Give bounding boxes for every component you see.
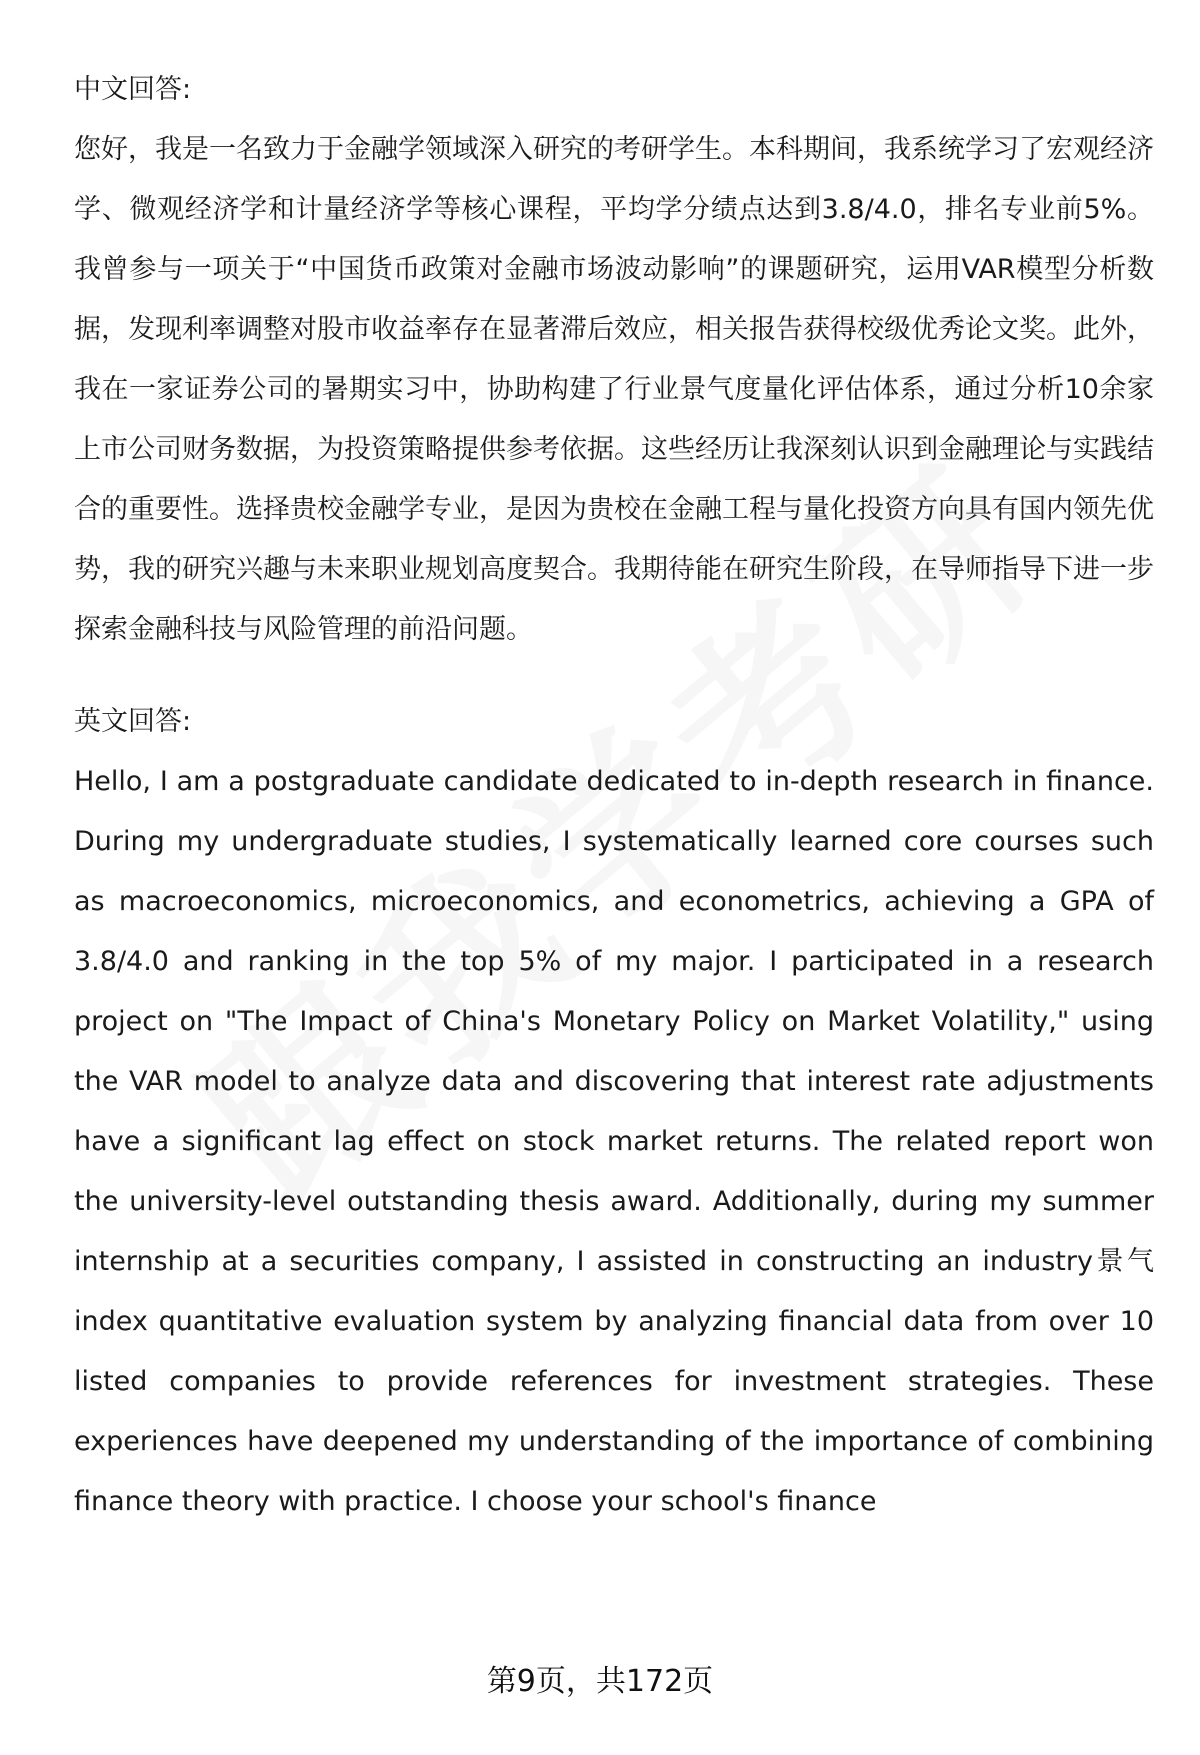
chinese-answer-label: 中文回答:	[74, 74, 192, 105]
english-answer-label: 英文回答:	[74, 706, 192, 737]
section-gap	[74, 660, 1154, 692]
answer-content	[74, 60, 1154, 1532]
english-answer-text: Hello, I am a postgraduate candidate dedicated to in-depth research in finance. During my undergraduate studies, I systematically learned core courses such as macroeconomics, microeconomics, and econometrics, achieving a GPA of 3.8/4.0 and ranking in the top 5% of my major. I participated in a research project on "The Impact of China's Monetary Policy on Market Volatility," using the VAR model to analyze data and discovering that interest rate adjustments have a significant lag effect on stock market returns. The related report won the university-level outstanding thesis award. Additionally, during my summer internship at a securities company, I assisted in constructing an industry景气 index quantitative evaluation system by analyzing financial data from over 10 listed companies to provide references for investment strategies. These experiences have deepened my understanding of the importance of combining finance theory with practice. I choose your school's finance	[74, 766, 1154, 1517]
page-number: 第9页，共172页	[486, 1664, 714, 1699]
chinese-answer-text: 您好，我是一名致力于金融学领域深入研究的考研学生。本科期间，我系统学习了宏观经济学、微观经济学和计量经济学等核心课程，平均学分绩点达到3.8/4.0，排名专业前5%。我曾参与一项关于“中国货币政策对金融市场波动影响”的课题研究，运用VAR模型分析数据，发现利率调整对股市收益率存在显著滞后效应，相关报告获得校级优秀论文奖。此外，我在一家证券公司的暑期实习中，协助构建了行业景气度量化评估体系，通过分析10余家上市公司财务数据，为投资策略提供参考依据。这些经历让我深刻认识到金融理论与实践结合的重要性。选择贵校金融学专业，是因为贵校在金融工程与量化投资方向具有国内领先优势，我的研究兴趣与未来职业规划高度契合。我期待能在研究生阶段，在导师指导下进一步探索金融科技与风险管理的前沿问题。	[74, 134, 1154, 645]
